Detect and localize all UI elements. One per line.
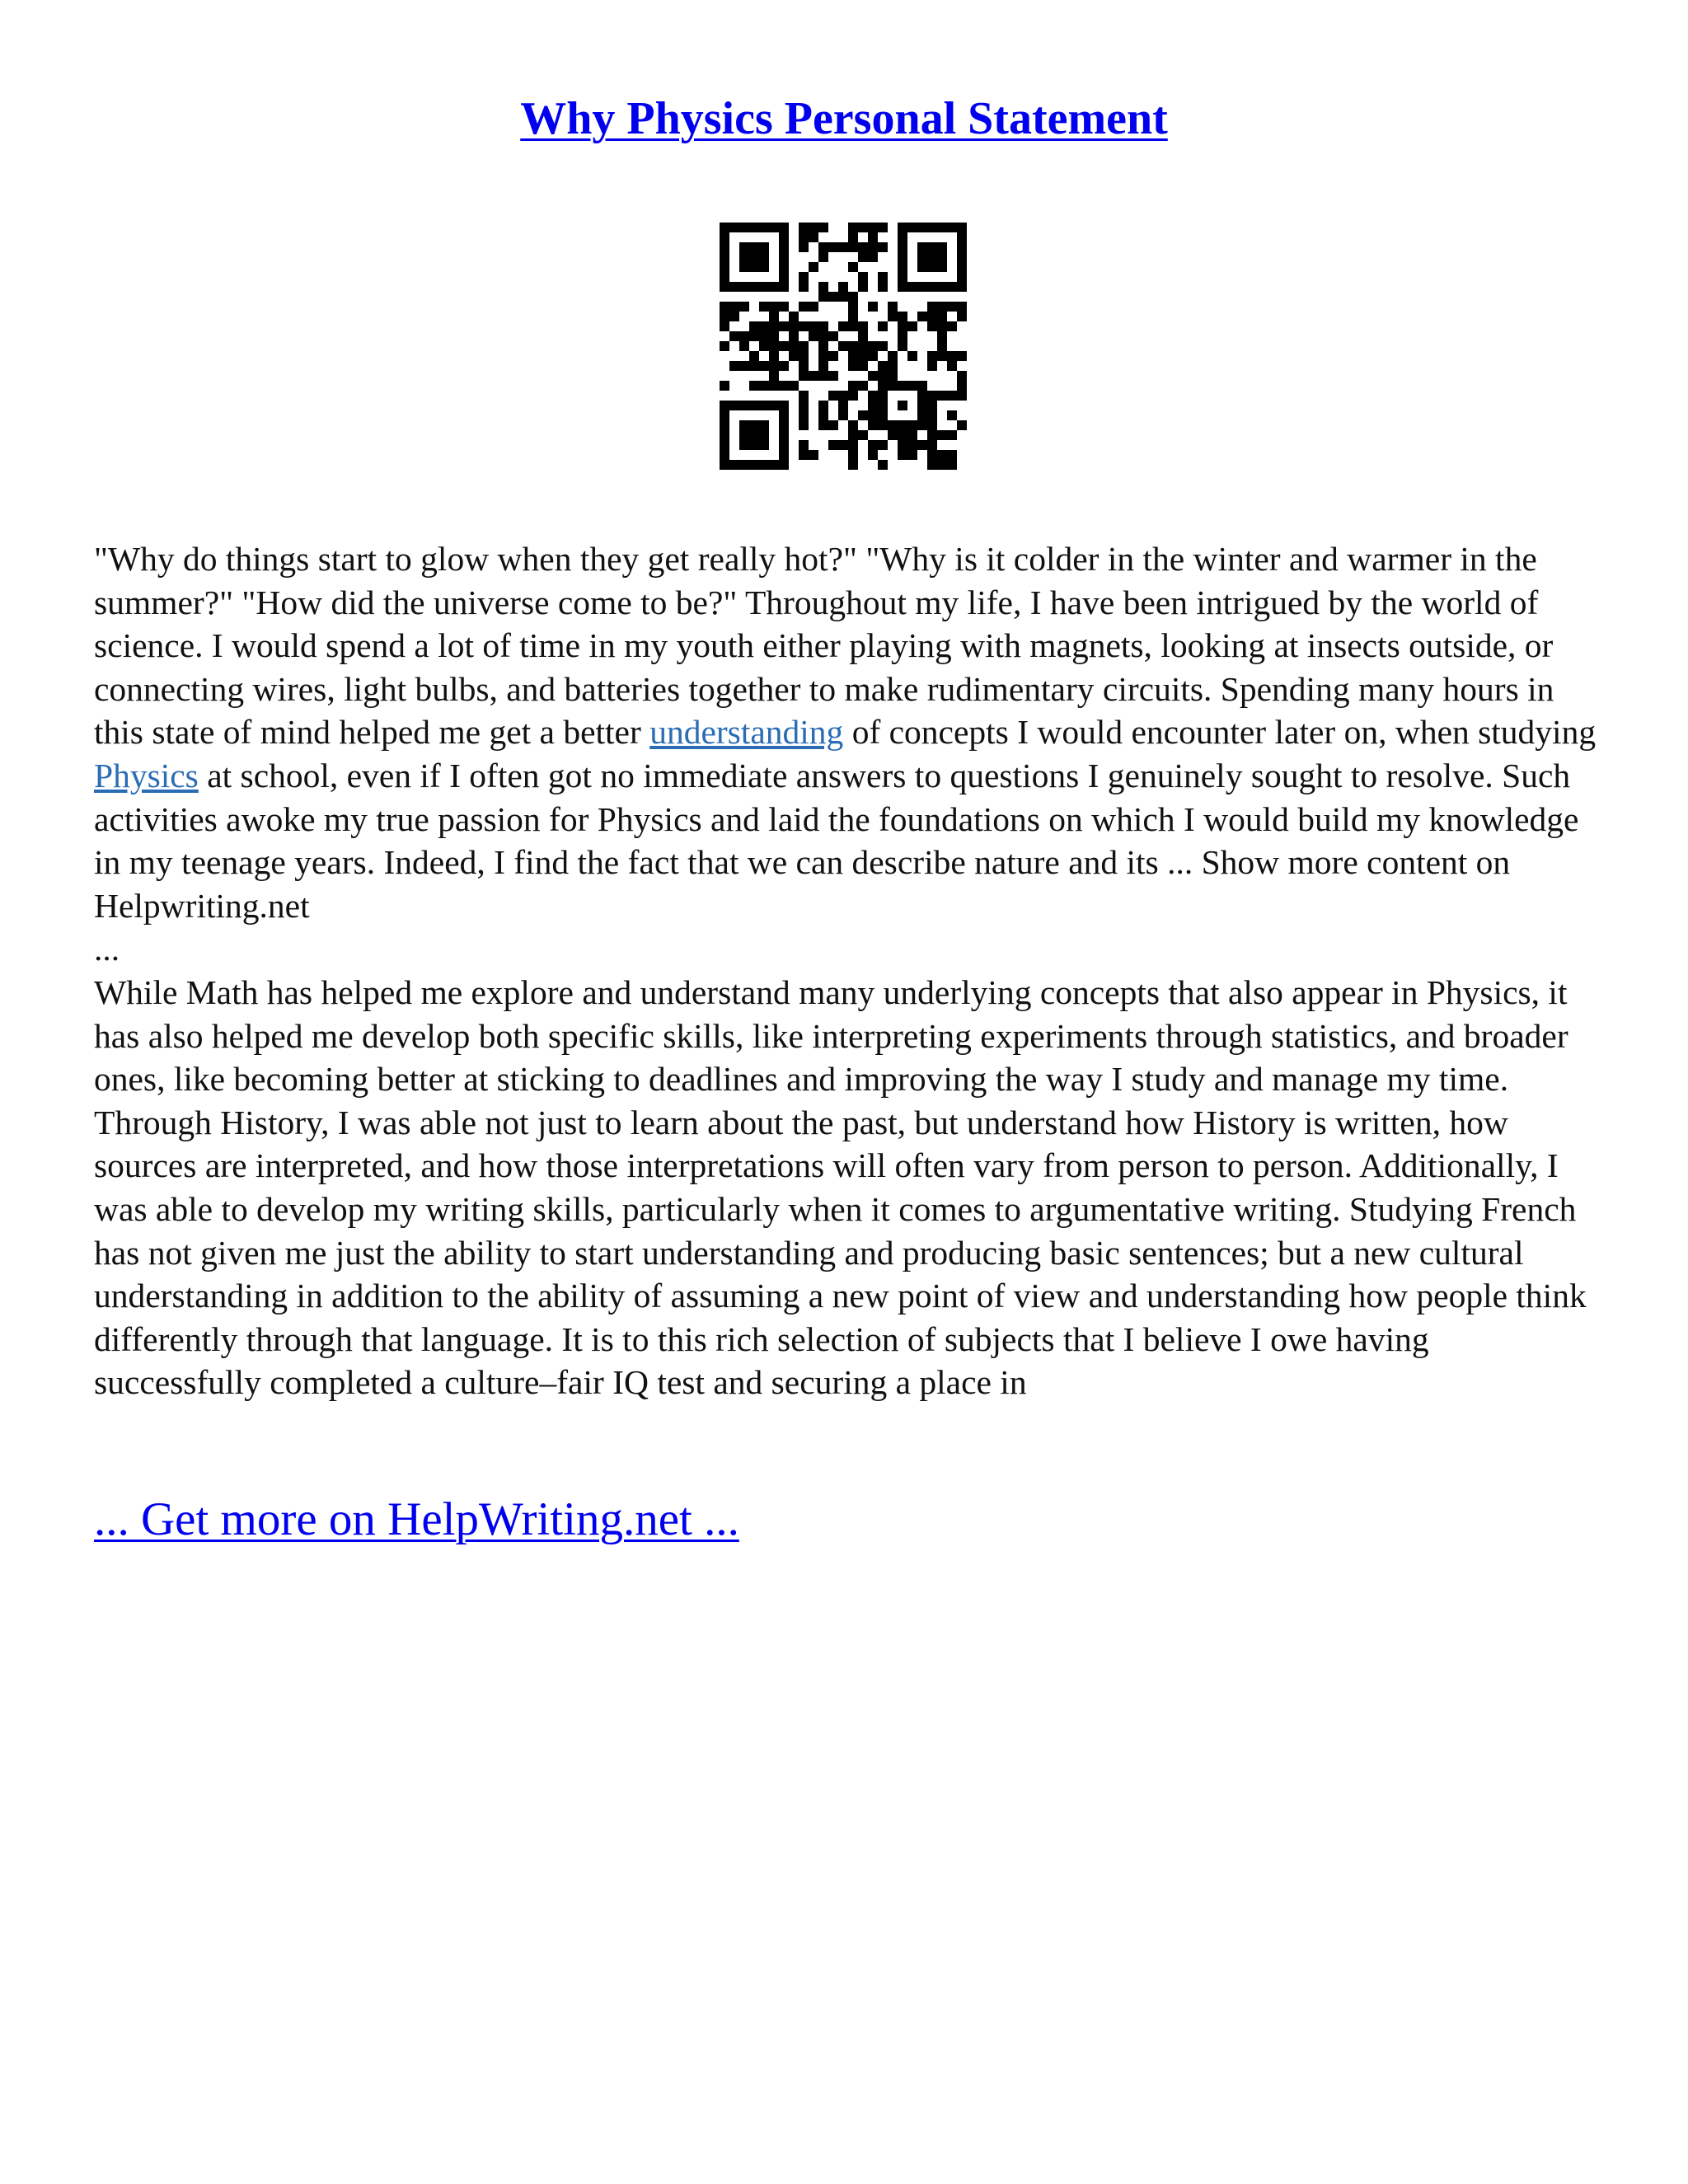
- qr-code-icon: [720, 223, 967, 470]
- page-title: [0, 89, 1688, 148]
- footer: [94, 1490, 739, 1549]
- paragraph-1: [94, 537, 1602, 971]
- paragraph-1-text-c: at school, even if I often got no immediate answers to questions I genuinely sought to resolve. Such activities awoke my true passion for Physics and laid the foundations on which I would build my knowledge in my teenage years. Indeed, I find the fact that we can describe nature and its ... Show more content on Helpwriting.net: [94, 756, 1579, 925]
- paragraph-2: While Math has helped me explore and understand many underlying concepts that also appear in Physics, it has also helped me develop both specific skills, like interpreting experiments through statistics, and broader ones, like becoming better at sticking to deadlines and improving the way I study and manage my time. Through History, I was able not just to learn about the past, but understand how History is written, how sources are interpreted, and how those interpretations will often vary from person to person. Additionally, I was able to develop my writing skills, particularly when it comes to argumentative writing. Studying French has not given me just the ability to start understanding and producing basic sentences; but a new cultural understanding in addition to the ability of assuming a new point of view and understanding how people think differently through that language. It is to this rich selection of subjects that I believe I owe having successfully completed a culture–fair IQ test and securing a place in: [94, 973, 1587, 1402]
- get-more-link[interactable]: ... Get more on HelpWriting.net ...: [94, 1493, 739, 1545]
- paragraph-1-ellipsis: ...: [94, 930, 120, 968]
- paragraph-1-text-b: of concepts I would encounter later on, when studying: [843, 713, 1597, 752]
- title-link[interactable]: Why Physics Personal Statement: [520, 93, 1168, 144]
- paragraph-1-text-a: "Why do things start to glow when they get really hot?" "Why is it colder in the winter and warmer in the summer?" "How did the universe come to be?" Throughout my life, I have been intrigued by the world of science. I would spend a lot of time in my youth either playing with magnets, looking at insects outside, or connecting wires, light bulbs, and batteries together to make rudimentary circuits. Spending many hours in this state of mind helped me get a better: [94, 540, 1554, 752]
- link-physics[interactable]: Physics: [94, 756, 199, 794]
- link-understanding[interactable]: understanding: [649, 713, 844, 752]
